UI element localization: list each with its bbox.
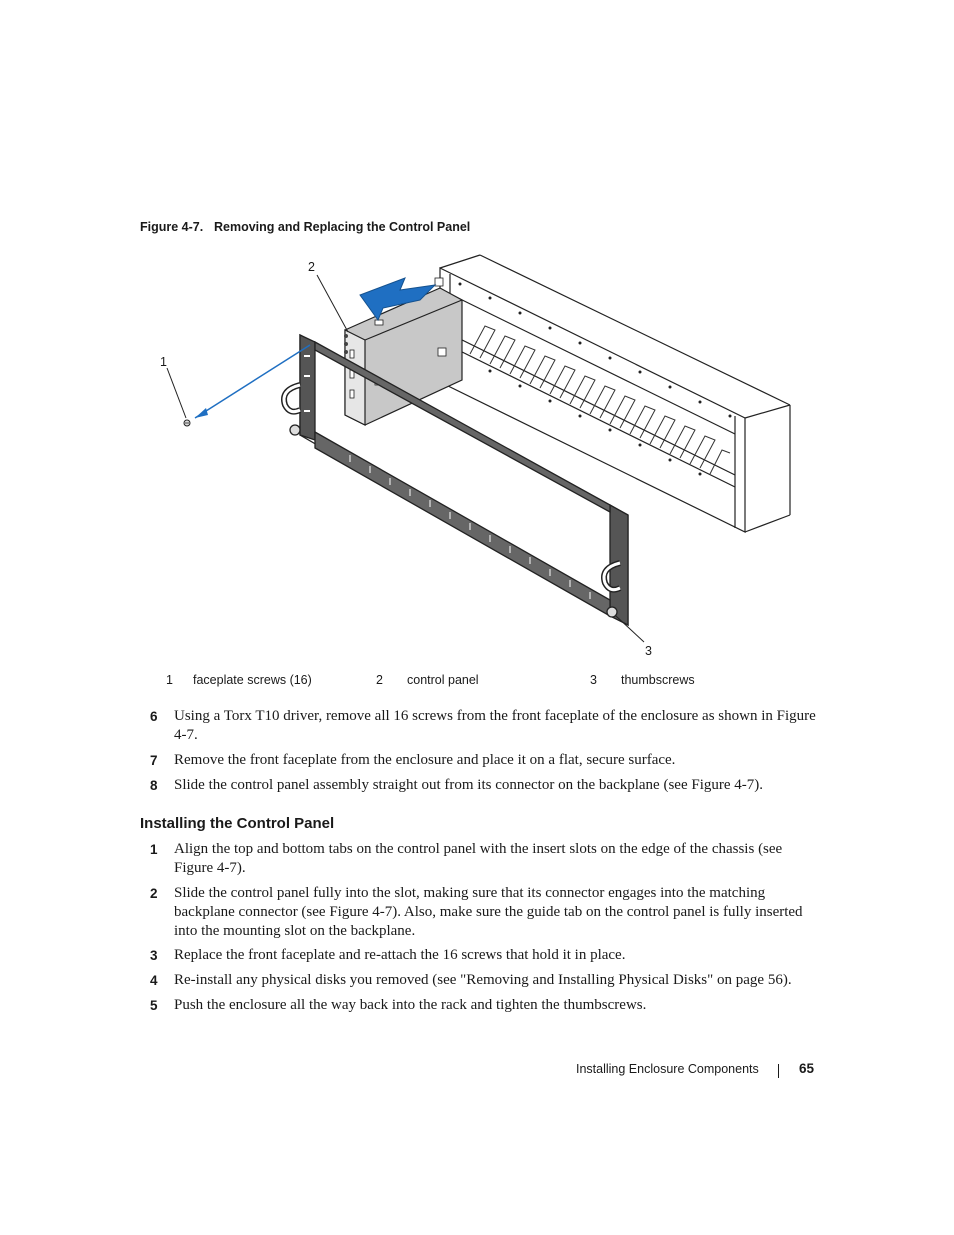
section-heading: Installing the Control Panel	[140, 815, 335, 832]
footer-chapter-title: Installing Enclosure Components	[576, 1062, 759, 1076]
step-number: 6	[150, 709, 158, 724]
legend-num-2: 2	[376, 673, 383, 687]
list-item	[150, 751, 820, 770]
legend-label-1: faceplate screws (16)	[193, 673, 312, 687]
callout-1-leader	[167, 368, 186, 418]
step-text: Slide the control panel fully into the slot, making sure that its connector engages into the matching backplane connector (see Figure 4-7). Also, make sure the guide tab on the control panel is fully inserted into the mounting slot on the backplane.	[174, 885, 803, 939]
step-number: 8	[150, 778, 158, 793]
legend-num-1: 1	[166, 673, 173, 687]
callout-2-label: 2	[308, 260, 315, 274]
figure-illustration	[150, 250, 810, 670]
step-number: 4	[150, 973, 158, 988]
step-number: 3	[150, 948, 158, 963]
step-number: 1	[150, 842, 158, 857]
page-number: 65	[799, 1061, 815, 1076]
screw-arrow	[195, 345, 310, 418]
chassis	[440, 255, 790, 532]
step-text: Using a Torx T10 driver, remove all 16 screws from the front faceplate of the enclosure as shown in Figure 4-7.	[174, 708, 816, 743]
left-thumbscrew	[290, 425, 300, 435]
faceplate-screw	[184, 420, 190, 426]
list-item	[150, 840, 820, 878]
right-thumbscrew	[607, 607, 617, 617]
callout-2-leader	[317, 275, 348, 332]
footer-divider	[778, 1064, 779, 1078]
callout-3-label: 3	[645, 644, 652, 658]
callout-3-leader	[616, 616, 644, 642]
list-item	[150, 946, 820, 965]
step-text: Remove the front faceplate from the enclosure and place it on a flat, secure surface.	[174, 752, 676, 768]
figure-number: Figure 4-7.	[140, 220, 204, 234]
step-text: Re-install any physical disks you removed (see "Removing and Installing Physical Disks" on page 56).	[174, 972, 792, 988]
callout-1-label: 1	[160, 355, 167, 369]
list-item	[150, 707, 820, 745]
step-number: 2	[150, 886, 158, 901]
legend-label-2: control panel	[407, 673, 479, 687]
list-item	[150, 971, 820, 990]
step-text: Slide the control panel assembly straight out from its connector on the backplane (see Figure 4-7).	[174, 777, 764, 793]
figure-title: Removing and Replacing the Control Panel	[214, 220, 471, 234]
step-text: Replace the front faceplate and re-attach the 16 screws that hold it in place.	[174, 947, 626, 963]
list-item	[150, 776, 820, 795]
step-text: Align the top and bottom tabs on the control panel with the insert slots on the edge of the chassis (see Figure 4-7).	[174, 841, 783, 876]
legend-num-3: 3	[590, 673, 597, 687]
legend-label-3: thumbscrews	[621, 673, 695, 687]
step-text: Push the enclosure all the way back into the rack and tighten the thumbscrews.	[174, 997, 647, 1013]
step-number: 5	[150, 998, 158, 1013]
list-item	[150, 996, 820, 1015]
step-number: 7	[150, 753, 158, 768]
figure-caption	[140, 220, 470, 234]
list-item	[150, 884, 820, 941]
control-panel-diagram	[150, 250, 810, 670]
